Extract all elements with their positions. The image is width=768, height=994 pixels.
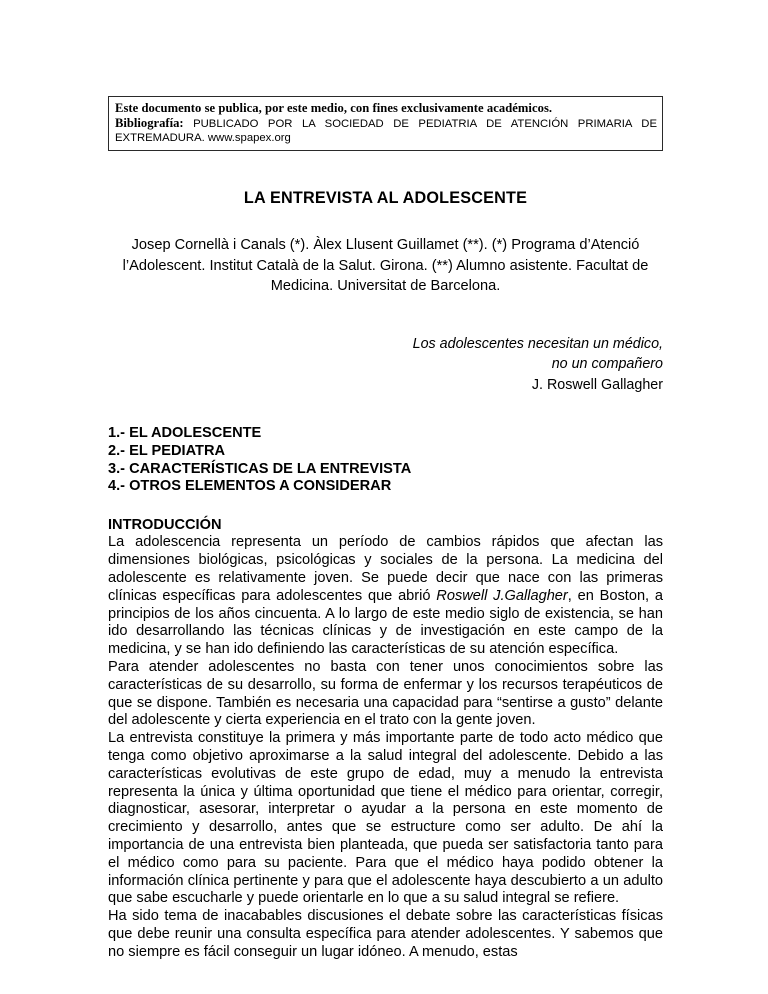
paragraph-2: Para atender adolescentes no basta con tener unos conocimientos sobre las características de su desarrollo, su forma de enfermar y los recursos terapéuticos de que se dispone. También es necesaria una capacidad para “sentirse a gusto” delante del adolescente y cierta experiencia en el trato con la gente joven. [108, 658, 663, 729]
section-heading-introduccion: INTRODUCCIÓN [108, 516, 222, 533]
notice-bibliography-line [115, 116, 657, 145]
notice-bibliography-value: PUBLICADO POR LA SOCIEDAD DE PEDIATRIA DE ATENCIÓN PRIMARIA DE EXTREMADURA. www.spapex.org [115, 118, 657, 145]
epigraph-block [108, 334, 663, 396]
page-title: LA ENTREVISTA AL ADOLESCENTE [243, 189, 528, 208]
paragraph-1-part-b: , en Boston, a principios de los años cincuenta. A lo largo de este medio siglo de existencia, se han ido desarrollando las técnicas clínicas y de investigación en este campo de la medicina, y se han ido definiendo las características de su atención específica. [108, 587, 663, 658]
epigraph-line-1: Los adolescentes necesitan un médico, [412, 335, 663, 352]
toc-item-3: 3.- CARACTERÍSTICAS DE LA ENTREVISTA [108, 460, 412, 477]
notice-academic-use-text: Este documento se publica, por este medio, con fines exclusivamente académicos. [115, 101, 553, 115]
paragraph-1-part-a: La adolescencia representa un período de cambios rápidos que afectan las dimensiones biológicas, psicológicas y sociales de la persona. La medicina del adolescente es relativamente joven. Se puede decir que nace con las primeras clínicas específicas para adolescentes que abrió [108, 534, 663, 604]
paragraph-1 [108, 534, 663, 659]
toc-item-4: 4.- OTROS ELEMENTOS A CONSIDERAR [108, 478, 392, 495]
authors-affiliations: Josep Cornellà i Canals (*). Àlex Llusent Guillamet (**). (*) Programa d’Atenció l’Adolescent. Institut Català de la Salut. Girona. (**) Alumno asistente. Facultat de Medicina. Universitat de Barcelona. [122, 237, 649, 295]
paragraph-4: Ha sido tema de inacabables discusiones el debate sobre las características físicas que debe reunir una consulta específica para atender adolescentes. Y sabemos que no siempre es fácil conseguir un lugar idóneo. A menudo, estas [108, 908, 663, 960]
toc-item-2: 2.- EL PEDIATRA [108, 443, 226, 459]
table-of-contents [108, 425, 663, 495]
publication-notice-box [108, 96, 663, 151]
introduction-body [108, 534, 663, 961]
epigraph-attribution: J. Roswell Gallagher [531, 376, 663, 393]
toc-item-1: 1.- EL ADOLESCENTE [108, 425, 262, 442]
paragraph-3: La entrevista constituye la primera y más importante parte de todo acto médico que tenga como objetivo aproximarse a la salud integral del adolescente. Debido a las características evolutivas de este grupo de edad, muy a menudo la entrevista representa la única y última oportunidad que tiene el médico para orientar, corregir, diagnosticar, asesorar, interpretar o ayudar a la persona en este momento de crecimiento y desarrollo, antes que se estructure como ser adulto. De ahí la importancia de una entrevista bien planteada, que pueda ser satisfactoria tanto para el médico como para su paciente. Para que el médico haya podido obtener la información clínica pertinente y para que el adolescente haya descubierto a un adulto que sabe escucharle y puede orientarle en lo que a su salud integral se refiere. [108, 730, 663, 907]
epigraph-line-2: no un compañero [551, 356, 663, 373]
paragraph-1-emphasis-name: Roswell J.Gallagher [436, 587, 568, 604]
page-content [108, 96, 663, 962]
notice-bibliography-label: Bibliografía: [115, 116, 184, 130]
